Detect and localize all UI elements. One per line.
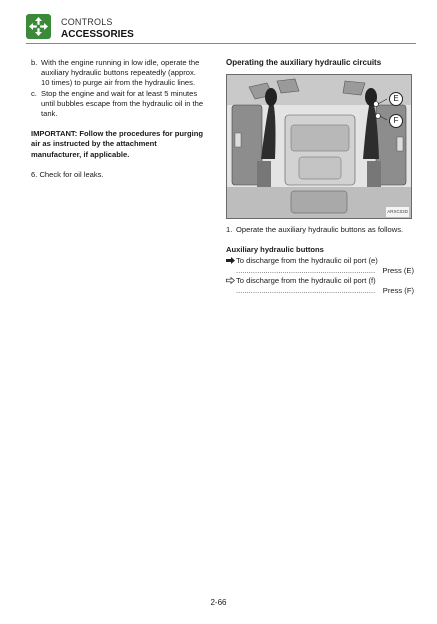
callout-e: E <box>389 92 403 106</box>
dot-leader: .................................................................. <box>236 286 376 296</box>
outline-arrow-icon <box>226 277 235 284</box>
hydraulic-arrows-icon <box>26 14 51 39</box>
list-item <box>31 89 206 120</box>
list-item-text: Stop the engine and wait for at least 5 minutes until bubbles escape from the hydraulic oil in the tank. <box>41 88 204 119</box>
buttons-title: Auxiliary hydraulic buttons <box>226 245 324 255</box>
list-item-text: With the engine running in low idle, operate the auxiliary hydraulic buttons repeatedly (approx. 10 times) to purge air from the hydraulic lines. <box>41 58 200 88</box>
figure-code: ARXC02D <box>386 207 409 217</box>
cab-controls-figure <box>226 74 412 219</box>
filled-arrow-icon <box>226 257 235 264</box>
button-instruction-f <box>226 276 414 286</box>
page-header <box>26 14 416 44</box>
page-number: 2-66 <box>210 598 227 607</box>
button-instruction-e <box>226 256 414 266</box>
header-divider <box>26 43 416 44</box>
left-column <box>31 58 206 188</box>
list-item-label: c. <box>31 88 37 98</box>
instruction-text: To discharge from the hydraulic oil port (e) <box>236 255 378 265</box>
list-item <box>31 58 206 89</box>
instruction-value-row <box>226 286 414 296</box>
page-title: ACCESSORIES <box>61 29 134 40</box>
list-item-label: b. <box>31 58 38 67</box>
instruction-value-row <box>226 266 414 276</box>
section-label: CONTROLS <box>61 17 113 27</box>
instruction-value: Press (F) <box>382 286 414 296</box>
instruction-text: To discharge from the hydraulic oil port (f) <box>236 276 376 286</box>
section-title: Operating the auxiliary hydraulic circuits <box>226 58 382 67</box>
step-1 <box>226 225 414 235</box>
step-check-leaks: 6. Check for oil leaks. <box>31 169 104 179</box>
step-text: Operate the auxiliary hydraulic buttons as follows. <box>236 225 404 235</box>
instruction-value: Press (E) <box>382 265 414 275</box>
right-column <box>226 58 414 296</box>
step-label: 1. <box>226 225 233 235</box>
dot-leader: .................................................................. <box>236 265 376 275</box>
callout-f: F <box>389 114 403 128</box>
important-note: IMPORTANT: Follow the procedures for purging air as instructed by the attachment manufacturer, if applicable. <box>31 129 203 159</box>
